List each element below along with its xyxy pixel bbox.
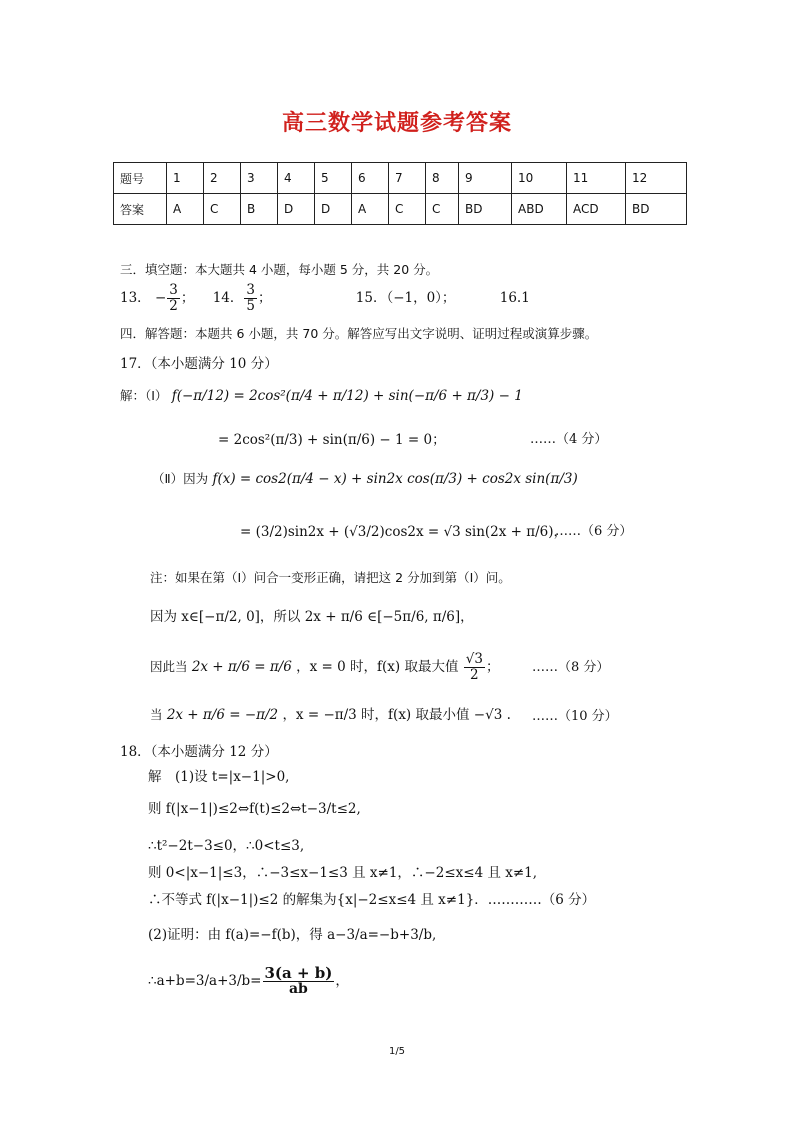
- score-marker: ……（4 分）: [530, 432, 608, 447]
- q18-final-suffix: ，: [335, 973, 349, 989]
- section3-heading: 三．填空题：本大题共 4 小题，每小题 5 分，共 20 分。: [120, 262, 439, 277]
- q17-min-line: [150, 703, 511, 723]
- q16-answer: 16.1: [499, 290, 530, 306]
- table-cell: A: [167, 194, 204, 225]
- q14-separator: ；: [257, 290, 272, 306]
- q17-max-sep: ；: [485, 659, 500, 675]
- q18-final-prefix: ∴a+b=3/a+3/b=: [148, 973, 262, 989]
- table-cell: 9: [459, 163, 512, 194]
- table-cell: 4: [278, 163, 315, 194]
- q18-line: (2)证明：由 f(a)=−f(b)，得 a−3/a=−b+3/b,: [148, 927, 437, 943]
- table-row-numbers: [114, 163, 687, 194]
- table-cell: ABD: [512, 194, 567, 225]
- q17-max-text: ，x = 0 时，f(x) 取最大值: [296, 659, 459, 675]
- table-cell: C: [389, 194, 426, 225]
- table-row-answers: [114, 194, 687, 225]
- table-cell: D: [278, 194, 315, 225]
- q18-line: 则 f(|x−1|)≤2⇔f(t)≤2⇔t−3/t≤2,: [148, 801, 361, 817]
- table-cell: 10: [512, 163, 567, 194]
- table-cell: 8: [426, 163, 459, 194]
- q17-part2-line1: [152, 469, 578, 487]
- q17-part1-label: 解：（Ⅰ）: [120, 388, 168, 403]
- score-marker: ……（10 分）: [532, 709, 618, 724]
- fill-in-answers: [120, 283, 530, 314]
- q13-separator: ；: [180, 290, 195, 306]
- answer-table: [113, 162, 687, 225]
- q17-max-line: [150, 652, 499, 683]
- table-cell: 3: [241, 163, 278, 194]
- table-cell: C: [426, 194, 459, 225]
- q17-part1-line2: = 2cos²(π/3) + sin(π/6) − 1 = 0；: [218, 432, 446, 448]
- q18-line: ∴不等式 f(|x−1|)≤2 的解集为{x|−2≤x≤4 且 x≠1}．…………（6 分）: [148, 892, 596, 908]
- table-cell: BD: [459, 194, 512, 225]
- q18-line: ∴t²−2t−3≤0，∴0<t≤3,: [148, 838, 305, 854]
- q17-part2-line2: = (3/2)sin2x + (√3/2)cos2x = √3 sin(2x + π/6)，: [240, 524, 568, 540]
- table-row-label: 答案: [114, 194, 167, 225]
- q14-label: 14．: [212, 290, 244, 306]
- q13-sign: −: [154, 290, 167, 306]
- table-cell: 2: [204, 163, 241, 194]
- section4-heading: 四．解答题：本题共 6 小题，共 70 分。解答应写出文字说明、证明过程或演算步骤。: [120, 326, 598, 341]
- q17-min-condition: 2x + π/6 = −π/2: [166, 707, 279, 723]
- q17-min-prefix: 当: [150, 707, 163, 722]
- q17-part2-label: （Ⅱ）因为: [152, 471, 209, 486]
- table-cell: A: [352, 194, 389, 225]
- q17-range-line: 因为 x∈[−π/2, 0]，所以 2x + π/6 ∈[−5π/6, π/6]，: [150, 609, 474, 625]
- table-row-label: 题号: [114, 163, 167, 194]
- table-cell: BD: [626, 194, 687, 225]
- table-cell: B: [241, 194, 278, 225]
- q18-line: 则 0<|x−1|≤3，∴−3≤x−1≤3 且 x≠1，∴−2≤x≤4 且 x≠1,: [148, 865, 538, 881]
- q17-heading: 17．（本小题满分 10 分）: [120, 356, 278, 372]
- q18-final-line: [148, 966, 349, 997]
- table-cell: 6: [352, 163, 389, 194]
- q17-note: 注：如果在第（Ⅰ）问合一变形正确，请把这 2 分加到第（Ⅰ）问。: [150, 570, 511, 585]
- table-cell: 11: [567, 163, 626, 194]
- score-marker: ……（6 分）: [555, 524, 633, 539]
- q13-label: 13．: [120, 290, 151, 306]
- q17-max-prefix: 因此当: [150, 659, 188, 674]
- q18-heading: 18．（本小题满分 12 分）: [120, 744, 278, 760]
- q17-max-condition: 2x + π/6 = π/6: [191, 659, 292, 675]
- q13-fraction: $\frac{3}{2}$: [169, 282, 178, 314]
- q17-max-value: $\frac{√3}{2}$: [465, 651, 483, 683]
- table-cell: 1: [167, 163, 204, 194]
- page-title: 高三数学试题参考答案: [281, 111, 512, 136]
- page-number: 1/5: [388, 1046, 406, 1057]
- score-marker: ……（8 分）: [532, 660, 610, 675]
- q17-part1-line1: [120, 386, 523, 404]
- q17-part2-expr: f(x) = cos2(π/4 − x) + sin2x cos(π/3) + cos2x sin(π/3): [212, 471, 578, 487]
- table-cell: 7: [389, 163, 426, 194]
- table-cell: 12: [626, 163, 687, 194]
- q18-line: 解 (1)设 t=|x−1|>0,: [148, 769, 290, 785]
- table-cell: ACD: [567, 194, 626, 225]
- q14-fraction: $\frac{3}{5}$: [246, 282, 255, 314]
- table-cell: D: [315, 194, 352, 225]
- table-cell: C: [204, 194, 241, 225]
- table-cell: 5: [315, 163, 352, 194]
- q17-part1-expr: f(−π/12) = 2cos²(π/4 + π/12) + sin(−π/6 + π/3) − 1: [171, 388, 523, 404]
- q15-answer: 15．（−1，0）；: [355, 290, 456, 306]
- q18-final-fraction: $\frac{3(a + b)}{ab}$: [264, 964, 333, 997]
- q17-min-text: ，x = −π/3 时，f(x) 取最小值 −√3 .: [282, 707, 511, 723]
